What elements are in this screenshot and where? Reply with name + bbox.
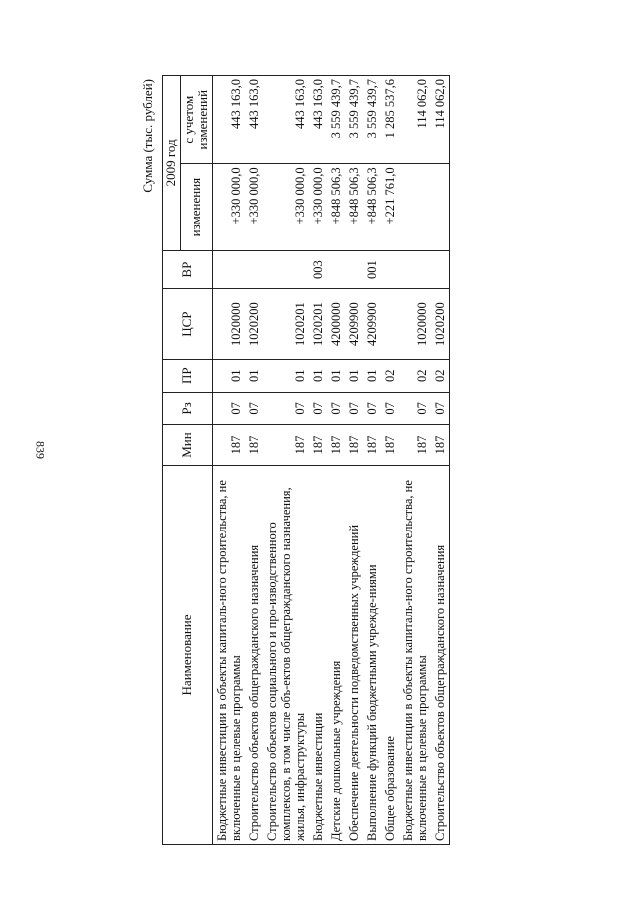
row-vr <box>212 250 245 289</box>
row-rz: 07 <box>263 392 309 425</box>
table-row <box>345 76 363 845</box>
row-min: 187 <box>345 425 363 466</box>
row-rz: 07 <box>363 392 381 425</box>
budget-table <box>162 75 450 845</box>
row-rz: 07 <box>345 392 363 425</box>
row-total: 443 163,0 <box>245 76 263 164</box>
table-header <box>163 76 213 845</box>
row-csr: 4200000 <box>327 289 345 359</box>
row-vr <box>245 250 263 289</box>
header-csr: ЦСР <box>163 289 213 359</box>
table-row <box>245 76 263 845</box>
row-change <box>399 164 431 250</box>
row-change: +330 000,0 <box>245 164 263 250</box>
row-total: 114 062,0 <box>431 76 450 164</box>
row-min: 187 <box>212 425 245 466</box>
row-pr: 02 <box>381 359 399 392</box>
row-change: +330 000,0 <box>309 164 327 250</box>
row-vr <box>399 250 431 289</box>
page-number: 839 <box>33 441 48 459</box>
row-vr: 003 <box>309 250 327 289</box>
row-csr: 1020200 <box>431 289 450 359</box>
row-pr: 02 <box>399 359 431 392</box>
header-pr: ПР <box>163 359 213 392</box>
row-total: 443 163,0 <box>309 76 327 164</box>
row-vr <box>431 250 450 289</box>
row-pr: 01 <box>363 359 381 392</box>
table-row <box>363 76 381 845</box>
header-changes: изменения <box>180 164 212 250</box>
row-change: +848 506,3 <box>345 164 363 250</box>
row-vr: 001 <box>363 250 381 289</box>
row-name: Бюджетные инвестиции в объекты капиталь-ного строительства, не включенные в целевые программы <box>399 465 431 844</box>
row-rz: 07 <box>327 392 345 425</box>
row-min: 187 <box>399 425 431 466</box>
row-change: +848 506,3 <box>363 164 381 250</box>
table-row <box>309 76 327 845</box>
row-name: Бюджетные инвестиции в объекты капиталь-ного строительства, не включенные в целевые программы <box>212 465 245 844</box>
row-name: Бюджетные инвестиции <box>309 465 327 844</box>
row-min: 187 <box>309 425 327 466</box>
row-change: +221 761,0 <box>381 164 399 250</box>
row-name: Строительство объектов социального и про-изводственного комплексов, в том числе объ-ектов общегражданского назначения, жилья, инфраструктуры <box>263 465 309 844</box>
units-label: Сумма (тыс. рублей) <box>140 79 155 193</box>
row-min: 187 <box>363 425 381 466</box>
table-row <box>399 76 431 845</box>
row-change: +330 000,0 <box>212 164 245 250</box>
row-min: 187 <box>245 425 263 466</box>
row-csr <box>381 289 399 359</box>
row-name: Общее образование <box>381 465 399 844</box>
row-vr <box>381 250 399 289</box>
row-csr: 4209900 <box>345 289 363 359</box>
row-name: Строительство объектов общегражданского назначения <box>431 465 450 844</box>
row-total: 3 559 439,7 <box>345 76 363 164</box>
row-csr: 4209900 <box>363 289 381 359</box>
row-min: 187 <box>263 425 309 466</box>
row-pr: 01 <box>245 359 263 392</box>
header-min: Мин <box>163 425 213 466</box>
row-csr: 1020000 <box>212 289 245 359</box>
row-pr: 01 <box>309 359 327 392</box>
row-min: 187 <box>327 425 345 466</box>
row-change: +848 506,3 <box>327 164 345 250</box>
row-change <box>431 164 450 250</box>
row-csr: 1020201 <box>263 289 309 359</box>
row-csr: 1020200 <box>245 289 263 359</box>
row-min: 187 <box>381 425 399 466</box>
row-vr <box>345 250 363 289</box>
header-year: 2009 год <box>163 76 181 251</box>
row-total: 1 285 537,6 <box>381 76 399 164</box>
table-body <box>212 76 449 845</box>
table-row <box>263 76 309 845</box>
table-row <box>381 76 399 845</box>
row-name: Выполнение функций бюджетными учрежде-ниями <box>363 465 381 844</box>
table-row <box>212 76 245 845</box>
row-name: Строительство объектов общегражданского назначения <box>245 465 263 844</box>
header-rz: Рз <box>163 392 213 425</box>
row-total: 3 559 439,7 <box>327 76 345 164</box>
row-rz: 07 <box>212 392 245 425</box>
row-pr: 02 <box>431 359 450 392</box>
table-row <box>327 76 345 845</box>
row-pr: 01 <box>212 359 245 392</box>
row-vr <box>327 250 345 289</box>
table-row <box>431 76 450 845</box>
row-vr <box>263 250 309 289</box>
row-pr: 01 <box>345 359 363 392</box>
row-total: 3 559 439,7 <box>363 76 381 164</box>
row-total: 443 163,0 <box>212 76 245 164</box>
row-pr: 01 <box>327 359 345 392</box>
row-rz: 07 <box>431 392 450 425</box>
row-name: Детские дошкольные учреждения <box>327 465 345 844</box>
header-vr: ВР <box>163 250 213 289</box>
row-rz: 07 <box>245 392 263 425</box>
row-name: Обеспечение деятельности подведомственных учреждений <box>345 465 363 844</box>
row-rz: 07 <box>399 392 431 425</box>
row-total: 443 163,0 <box>263 76 309 164</box>
header-with-changes: с учетом изменений <box>180 76 212 164</box>
row-rz: 07 <box>309 392 327 425</box>
row-min: 187 <box>431 425 450 466</box>
row-total: 114 062,0 <box>399 76 431 164</box>
row-pr: 01 <box>263 359 309 392</box>
row-csr: 1020000 <box>399 289 431 359</box>
row-rz: 07 <box>381 392 399 425</box>
rotated-page-content <box>140 75 620 845</box>
row-csr: 1020201 <box>309 289 327 359</box>
header-name: Наименование <box>163 465 213 844</box>
row-change: +330 000,0 <box>263 164 309 250</box>
